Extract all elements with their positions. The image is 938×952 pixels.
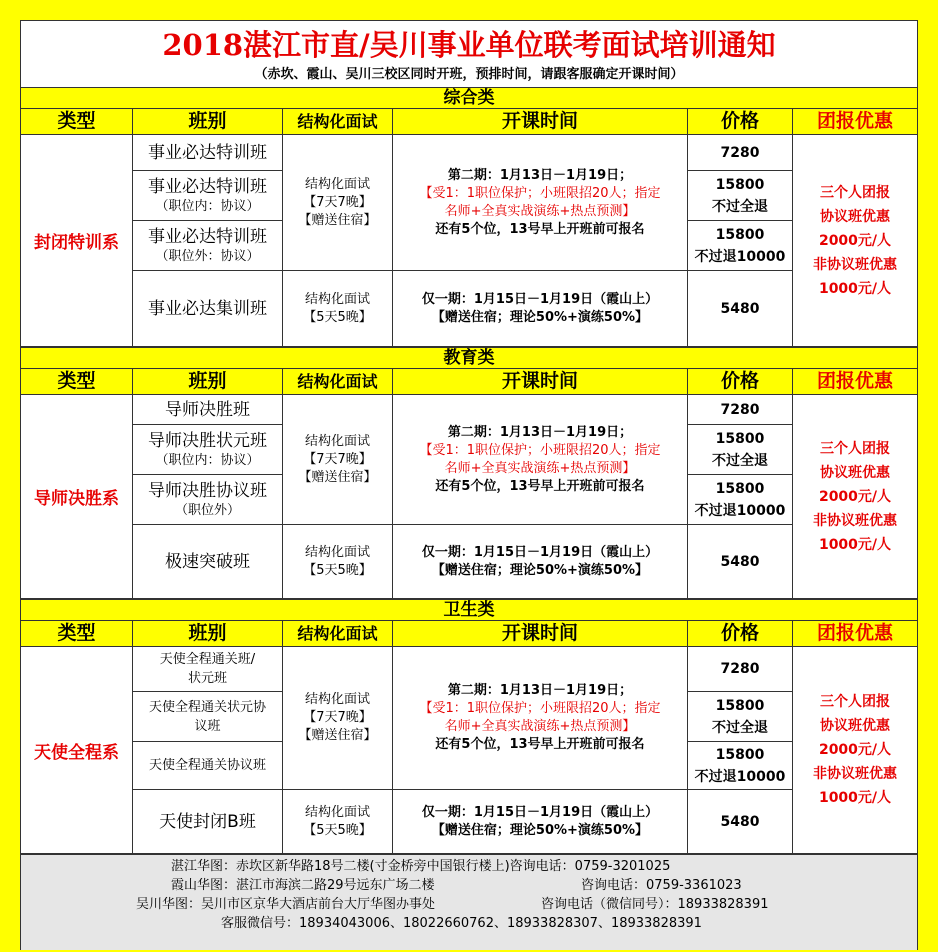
class-cell: [133, 395, 283, 425]
contact-wuchuan-phone: 咨询电话（微信同号）：18933828391: [541, 897, 769, 912]
header-price: 价格: [688, 369, 793, 394]
format-duration: 【7天7晚】: [303, 710, 372, 725]
class-cell: [133, 525, 283, 599]
class-cell: [133, 692, 283, 742]
session-dates: 第二期：1月13日－1月19日；: [447, 424, 633, 440]
header-price: 价格: [688, 621, 793, 646]
format-extra: 【赠送住宿】: [298, 212, 377, 228]
price-cell: [688, 395, 793, 425]
group-offer-line: 协议班优惠: [820, 464, 890, 481]
price-value: 7280: [720, 144, 760, 161]
price-cell: [688, 692, 793, 742]
format-duration: 【5天5晚】: [303, 309, 372, 325]
group-offer-line: 非协议班优惠: [813, 256, 897, 273]
price-value: 15800: [715, 176, 765, 193]
price-cell: [688, 525, 793, 599]
refund-policy: 不过退10000: [694, 502, 786, 519]
group-offer-line: 1000元/人: [818, 280, 892, 297]
session-perks: 【赠送住宿；理论50%+演练50%】: [431, 822, 649, 838]
format-cell: [283, 395, 393, 525]
class-cell: [133, 221, 283, 271]
price-cell: [688, 790, 793, 854]
format-text: 结构化面试: [304, 291, 370, 307]
time-cell: [393, 271, 688, 347]
section-band-education: 教育类: [21, 347, 917, 369]
class-cell: [133, 271, 283, 347]
format-cell: [283, 647, 393, 790]
class-note: （职位内：协议）: [155, 198, 260, 214]
price-value: 7280: [720, 401, 760, 418]
class-name: 事业必达特训班: [148, 142, 267, 163]
format-duration: 【5天5晚】: [303, 562, 372, 578]
section-table-health: [21, 647, 917, 854]
class-note: （职位外：协议）: [155, 248, 260, 264]
class-cell: [133, 475, 283, 525]
class-name: 天使封闭B班: [159, 811, 256, 832]
format-cell: [283, 135, 393, 271]
refund-policy: 不过全退: [712, 198, 768, 215]
class-cell: [133, 742, 283, 790]
time-cell: [393, 647, 688, 790]
session-dates: 仅一期：1月15日－1月19日（霞山上）: [421, 291, 659, 307]
price-value: 15800: [715, 697, 765, 714]
class-note: 议班: [194, 718, 221, 734]
time-cell: [393, 135, 688, 271]
contact-xiashan-phone: 咨询电话：0759-3361023: [581, 878, 742, 893]
group-offer-line: 协议班优惠: [820, 718, 890, 734]
group-offer-line: 三个人团报: [820, 440, 890, 457]
session-dates: 仅一期：1月15日－1月19日（霞山上）: [421, 804, 659, 820]
class-name: 事业必达集训班: [148, 298, 267, 319]
price-cell: [688, 425, 793, 475]
group-offer-cell: [793, 135, 917, 347]
class-cell: [133, 171, 283, 221]
class-name: 天使全程通关状元协: [148, 699, 266, 715]
header-time: 开课时间: [393, 369, 688, 394]
class-cell: [133, 790, 283, 854]
header-type: 类型: [21, 369, 133, 394]
header-group-offer: 团报优惠: [816, 622, 893, 644]
price-cell: [688, 647, 793, 692]
table-header-row: [21, 621, 917, 647]
header-group-offer: 团报优惠: [816, 110, 893, 132]
price-cell: [688, 171, 793, 221]
class-name: 事业必达特训班: [148, 226, 267, 247]
session-perks: 【受1：1职位保护；小班限招20人；指定: [419, 701, 661, 716]
header-time: 开课时间: [393, 109, 688, 134]
format-text: 结构化面试: [304, 804, 370, 820]
class-name: 导师决胜班: [165, 399, 250, 420]
header-type: 类型: [21, 109, 133, 134]
table-header-row: [21, 109, 917, 135]
price-cell: [688, 475, 793, 525]
time-cell: [393, 395, 688, 525]
price-value: 15800: [715, 746, 765, 763]
session-perks-cont: 名师+全真实战演练+热点预测】: [444, 719, 636, 734]
header-type: 类型: [21, 621, 133, 646]
format-cell: [283, 271, 393, 347]
session-perks-cont: 名师+全真实战演练+热点预测】: [444, 460, 636, 476]
header-format: 结构化面试: [283, 369, 393, 394]
price-cell: [688, 271, 793, 347]
price-value: 15800: [715, 430, 765, 447]
seats-remaining: 还有5个位，13号早上开班前可报名: [435, 221, 645, 237]
class-name: 极速突破班: [165, 551, 250, 572]
session-perks-cont: 名师+全真实战演练+热点预测】: [444, 203, 636, 219]
header-price: 价格: [688, 109, 793, 134]
price-value: 7280: [720, 661, 760, 677]
session-perks: 【受1：1职位保护；小班限招20人；指定: [419, 442, 661, 458]
contact-wuchuan: 吴川华图：吴川市区京华大酒店前台大厅华图办事处: [136, 897, 436, 912]
session-dates: 第二期：1月13日－1月19日；: [447, 167, 633, 183]
class-note: 状元班: [187, 671, 227, 686]
format-duration: 【7天7晚】: [303, 451, 372, 467]
class-name: 导师决胜状元班: [148, 430, 267, 451]
header-group-offer: 团报优惠: [816, 370, 893, 392]
series-label: 导师决胜系: [21, 395, 133, 599]
class-cell: [133, 425, 283, 475]
header-class: 班别: [133, 621, 283, 646]
time-cell: [393, 790, 688, 854]
section-table-general: [21, 135, 917, 347]
header-format: 结构化面试: [283, 621, 393, 646]
class-name: 天使全程通关协议班: [148, 758, 266, 773]
group-offer-line: 2000元/人: [818, 742, 892, 758]
class-name: 事业必达特训班: [148, 176, 267, 197]
refund-policy: 不过全退: [712, 452, 768, 469]
format-text: 结构化面试: [304, 433, 370, 449]
seats-remaining: 还有5个位，13号早上开班前可报名: [435, 478, 645, 494]
group-offer-line: 1000元/人: [818, 536, 892, 553]
session-perks: 【赠送住宿；理论50%+演练50%】: [431, 562, 649, 578]
page-title: 2018湛江市直/吴川事业单位联考面试培训通知: [162, 28, 776, 62]
group-offer-line: 非协议班优惠: [813, 512, 897, 529]
price-value: 5480: [720, 813, 760, 830]
format-text: 结构化面试: [304, 544, 370, 560]
session-perks: 【受1：1职位保护；小班限招20人；指定: [419, 185, 661, 201]
group-offer-line: 1000元/人: [818, 790, 892, 806]
class-cell: [133, 135, 283, 171]
group-offer-line: 2000元/人: [818, 488, 892, 505]
class-note: （职位外）: [174, 502, 240, 518]
price-value: 15800: [715, 480, 765, 497]
time-cell: [393, 525, 688, 599]
header-class: 班别: [133, 369, 283, 394]
class-note: （职位内：协议）: [155, 452, 260, 468]
refund-policy: 不过退10000: [694, 248, 786, 265]
contact-footer: [21, 854, 917, 950]
seats-remaining: 还有5个位，13号早上开班前可报名: [435, 737, 645, 752]
class-cell: [133, 647, 283, 692]
session-dates: 仅一期：1月15日－1月19日（霞山上）: [421, 544, 659, 560]
price-value: 15800: [715, 226, 765, 243]
session-dates: 第二期：1月13日－1月19日；: [447, 683, 633, 698]
section-band-health: 卫生类: [21, 599, 917, 621]
price-cell: [688, 221, 793, 271]
format-extra: 【赠送住宿】: [298, 469, 377, 485]
format-cell: [283, 525, 393, 599]
header-class: 班别: [133, 109, 283, 134]
session-perks: 【赠送住宿；理论50%+演练50%】: [431, 309, 649, 325]
price-cell: [688, 135, 793, 171]
group-offer-line: 三个人团报: [820, 184, 890, 201]
group-offer-line: 协议班优惠: [820, 208, 890, 225]
refund-policy: 不过全退: [712, 719, 768, 736]
service-wechat: 客服微信号：18934043006、18022660762、18933828307、18933828391: [221, 916, 702, 931]
section-band-general: 综合类: [21, 87, 917, 109]
format-extra: 【赠送住宿】: [298, 728, 377, 743]
format-duration: 【5天5晚】: [303, 822, 372, 838]
price-cell: [688, 742, 793, 790]
class-name: 导师决胜协议班: [148, 480, 267, 501]
format-text: 结构化面试: [304, 176, 370, 192]
price-value: 5480: [720, 553, 760, 570]
contact-zhanjiang: 湛江华图：赤坎区新华路18号二楼(寸金桥旁中国银行楼上)咨询电话：0759-3201025: [171, 859, 671, 874]
format-duration: 【7天7晚】: [303, 194, 372, 210]
header-format: 结构化面试: [283, 109, 393, 134]
series-label: 封闭特训系: [21, 135, 133, 347]
group-offer-cell: [793, 647, 917, 854]
header-time: 开课时间: [393, 621, 688, 646]
format-cell: [283, 790, 393, 854]
class-name: 天使全程通关班/: [159, 652, 256, 667]
contact-xiashan: 霞山华图：湛江市海滨二路29号远东广场二楼: [171, 878, 435, 893]
price-value: 5480: [720, 300, 760, 317]
table-header-row: [21, 369, 917, 395]
notice-page: [20, 20, 918, 950]
group-offer-cell: [793, 395, 917, 599]
series-label: 天使全程系: [21, 647, 133, 854]
section-table-education: [21, 395, 917, 599]
refund-policy: 不过退10000: [694, 768, 786, 785]
group-offer-line: 2000元/人: [818, 232, 892, 249]
group-offer-line: 三个人团报: [820, 694, 890, 710]
page-subtitle: （赤坎、霞山、吴川三校区同时开班，预排时间，请跟客服确定开课时间）: [254, 67, 684, 82]
format-text: 结构化面试: [304, 692, 370, 707]
group-offer-line: 非协议班优惠: [813, 766, 897, 782]
